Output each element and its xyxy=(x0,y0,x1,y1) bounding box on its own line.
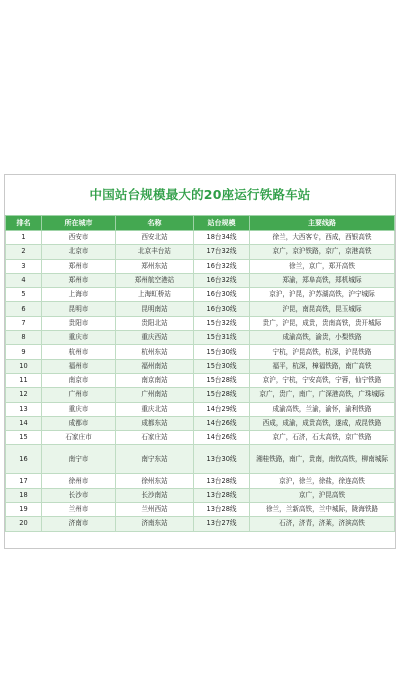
cell-platforms: 13台28线 xyxy=(194,474,250,488)
cell-rank: 11 xyxy=(6,373,42,387)
table-row xyxy=(6,316,395,330)
cell-name: 重庆北站 xyxy=(116,402,194,416)
cell-name: 北京丰台站 xyxy=(116,245,194,259)
cell-city: 福州市 xyxy=(42,359,116,373)
cell-rank: 20 xyxy=(6,517,42,531)
cell-city: 北京市 xyxy=(42,245,116,259)
cell-city: 郑州市 xyxy=(42,259,116,273)
table-row xyxy=(6,259,395,273)
cell-name: 昆明南站 xyxy=(116,302,194,316)
table-row xyxy=(6,388,395,402)
cell-rank: 19 xyxy=(6,503,42,517)
cell-name: 石家庄站 xyxy=(116,431,194,445)
table-row xyxy=(6,416,395,430)
table-row xyxy=(6,331,395,345)
cell-city: 长沙市 xyxy=(42,488,116,502)
header-lines: 主要线路 xyxy=(250,216,395,231)
cell-lines: 京沪，宁杭，宁安高铁，宁蓉，仙宁铁路 xyxy=(250,373,395,387)
cell-city: 郑州市 xyxy=(42,273,116,287)
header-rank: 排名 xyxy=(6,216,42,231)
cell-lines: 成渝高铁，渝贵，小梨铁路 xyxy=(250,331,395,345)
table-row xyxy=(6,345,395,359)
cell-lines: 京沪，沪昆，沪苏湖高铁，沪宁城际 xyxy=(250,288,395,302)
cell-name: 南宁东站 xyxy=(116,445,194,474)
station-table-card xyxy=(4,174,396,549)
cell-lines: 京广，沪昆高铁 xyxy=(250,488,395,502)
table-row xyxy=(6,488,395,502)
table-row xyxy=(6,288,395,302)
cell-city: 贵阳市 xyxy=(42,316,116,330)
cell-name: 长沙南站 xyxy=(116,488,194,502)
table-row xyxy=(6,373,395,387)
cell-rank: 17 xyxy=(6,474,42,488)
cell-platforms: 16台32线 xyxy=(194,259,250,273)
header-row xyxy=(6,216,395,231)
station-table xyxy=(5,215,395,532)
cell-rank: 12 xyxy=(6,388,42,402)
cell-city: 重庆市 xyxy=(42,331,116,345)
cell-name: 广州南站 xyxy=(116,388,194,402)
cell-platforms: 17台32线 xyxy=(194,245,250,259)
cell-platforms: 13台27线 xyxy=(194,517,250,531)
cell-city: 成都市 xyxy=(42,416,116,430)
cell-name: 杭州东站 xyxy=(116,345,194,359)
cell-platforms: 18台34线 xyxy=(194,231,250,245)
header-platforms: 站台规模 xyxy=(194,216,250,231)
cell-city: 西安市 xyxy=(42,231,116,245)
cell-name: 贵阳北站 xyxy=(116,316,194,330)
cell-lines: 京广，京沪铁路，京广，京港高铁 xyxy=(250,245,395,259)
cell-lines: 西成，成渝，成贵高铁，遂成，成昆铁路 xyxy=(250,416,395,430)
cell-platforms: 15台30线 xyxy=(194,359,250,373)
cell-rank: 9 xyxy=(6,345,42,359)
table-row xyxy=(6,302,395,316)
cell-platforms: 14台26线 xyxy=(194,431,250,445)
cell-platforms: 15台30线 xyxy=(194,345,250,359)
cell-city: 南京市 xyxy=(42,373,116,387)
table-row xyxy=(6,503,395,517)
cell-lines: 京沪，徐兰，徐盐，徐连高铁 xyxy=(250,474,395,488)
cell-name: 徐州东站 xyxy=(116,474,194,488)
cell-city: 兰州市 xyxy=(42,503,116,517)
cell-name: 郑州航空港站 xyxy=(116,273,194,287)
table-row xyxy=(6,402,395,416)
cell-name: 上海虹桥站 xyxy=(116,288,194,302)
cell-rank: 15 xyxy=(6,431,42,445)
table-row xyxy=(6,231,395,245)
cell-lines: 徐兰，京广，郑开高铁 xyxy=(250,259,395,273)
table-title: 中国站台规模最大的20座运行铁路车站 xyxy=(89,187,311,202)
cell-platforms: 15台32线 xyxy=(194,316,250,330)
cell-lines: 贵广，沪昆，成贵，贵南高铁，贵开城际 xyxy=(250,316,395,330)
header-name: 名称 xyxy=(116,216,194,231)
cell-rank: 8 xyxy=(6,331,42,345)
cell-rank: 6 xyxy=(6,302,42,316)
cell-rank: 13 xyxy=(6,402,42,416)
cell-rank: 1 xyxy=(6,231,42,245)
cell-platforms: 13台30线 xyxy=(194,445,250,474)
cell-platforms: 15台28线 xyxy=(194,388,250,402)
cell-platforms: 16台30线 xyxy=(194,288,250,302)
cell-city: 南宁市 xyxy=(42,445,116,474)
table-row xyxy=(6,431,395,445)
header-city: 所在城市 xyxy=(42,216,116,231)
cell-lines: 湘桂铁路，南广，贵南，南钦高铁，柳南城际 xyxy=(250,445,395,474)
cell-rank: 16 xyxy=(6,445,42,474)
cell-lines: 宁杭，沪昆高铁，杭深，沪昆铁路 xyxy=(250,345,395,359)
cell-lines: 郑渝，郑阜高铁，郑机城际 xyxy=(250,273,395,287)
cell-city: 济南市 xyxy=(42,517,116,531)
cell-city: 徐州市 xyxy=(42,474,116,488)
cell-platforms: 14台26线 xyxy=(194,416,250,430)
cell-city: 石家庄市 xyxy=(42,431,116,445)
cell-platforms: 14台29线 xyxy=(194,402,250,416)
cell-name: 济南东站 xyxy=(116,517,194,531)
cell-rank: 18 xyxy=(6,488,42,502)
cell-rank: 7 xyxy=(6,316,42,330)
cell-lines: 石济，济青，济莱，济滨高铁 xyxy=(250,517,395,531)
cell-rank: 3 xyxy=(6,259,42,273)
cell-rank: 5 xyxy=(6,288,42,302)
cell-rank: 2 xyxy=(6,245,42,259)
table-row xyxy=(6,517,395,531)
cell-city: 上海市 xyxy=(42,288,116,302)
cell-city: 昆明市 xyxy=(42,302,116,316)
cell-lines: 福平，杭深，樟福铁路，南广高铁 xyxy=(250,359,395,373)
cell-name: 成都东站 xyxy=(116,416,194,430)
table-row xyxy=(6,245,395,259)
table-row xyxy=(6,359,395,373)
cell-platforms: 13台28线 xyxy=(194,503,250,517)
cell-platforms: 13台28线 xyxy=(194,488,250,502)
cell-platforms: 16台32线 xyxy=(194,273,250,287)
cell-lines: 京广，贵广，南广，广深港高铁，广珠城际 xyxy=(250,388,395,402)
cell-rank: 4 xyxy=(6,273,42,287)
cell-lines: 京广，石济，石太高铁，京广铁路 xyxy=(250,431,395,445)
cell-platforms: 15台31线 xyxy=(194,331,250,345)
cell-name: 南京南站 xyxy=(116,373,194,387)
cell-name: 西安北站 xyxy=(116,231,194,245)
cell-lines: 沪昆，南昆高铁，昆玉城际 xyxy=(250,302,395,316)
table-row xyxy=(6,445,395,474)
table-body xyxy=(6,231,395,532)
cell-name: 郑州东站 xyxy=(116,259,194,273)
cell-rank: 10 xyxy=(6,359,42,373)
cell-city: 重庆市 xyxy=(42,402,116,416)
cell-platforms: 16台30线 xyxy=(194,302,250,316)
cell-rank: 14 xyxy=(6,416,42,430)
cell-name: 福州南站 xyxy=(116,359,194,373)
cell-lines: 徐兰，兰新高铁，兰中城际，陇海铁路 xyxy=(250,503,395,517)
cell-name: 兰州西站 xyxy=(116,503,194,517)
cell-lines: 成渝高铁，兰渝，渝怀，渝利铁路 xyxy=(250,402,395,416)
cell-lines: 徐兰，大西客专，西成，西银高铁 xyxy=(250,231,395,245)
cell-city: 杭州市 xyxy=(42,345,116,359)
cell-platforms: 15台28线 xyxy=(194,373,250,387)
cell-name: 重庆西站 xyxy=(116,331,194,345)
table-row xyxy=(6,474,395,488)
cell-city: 广州市 xyxy=(42,388,116,402)
table-row xyxy=(6,273,395,287)
